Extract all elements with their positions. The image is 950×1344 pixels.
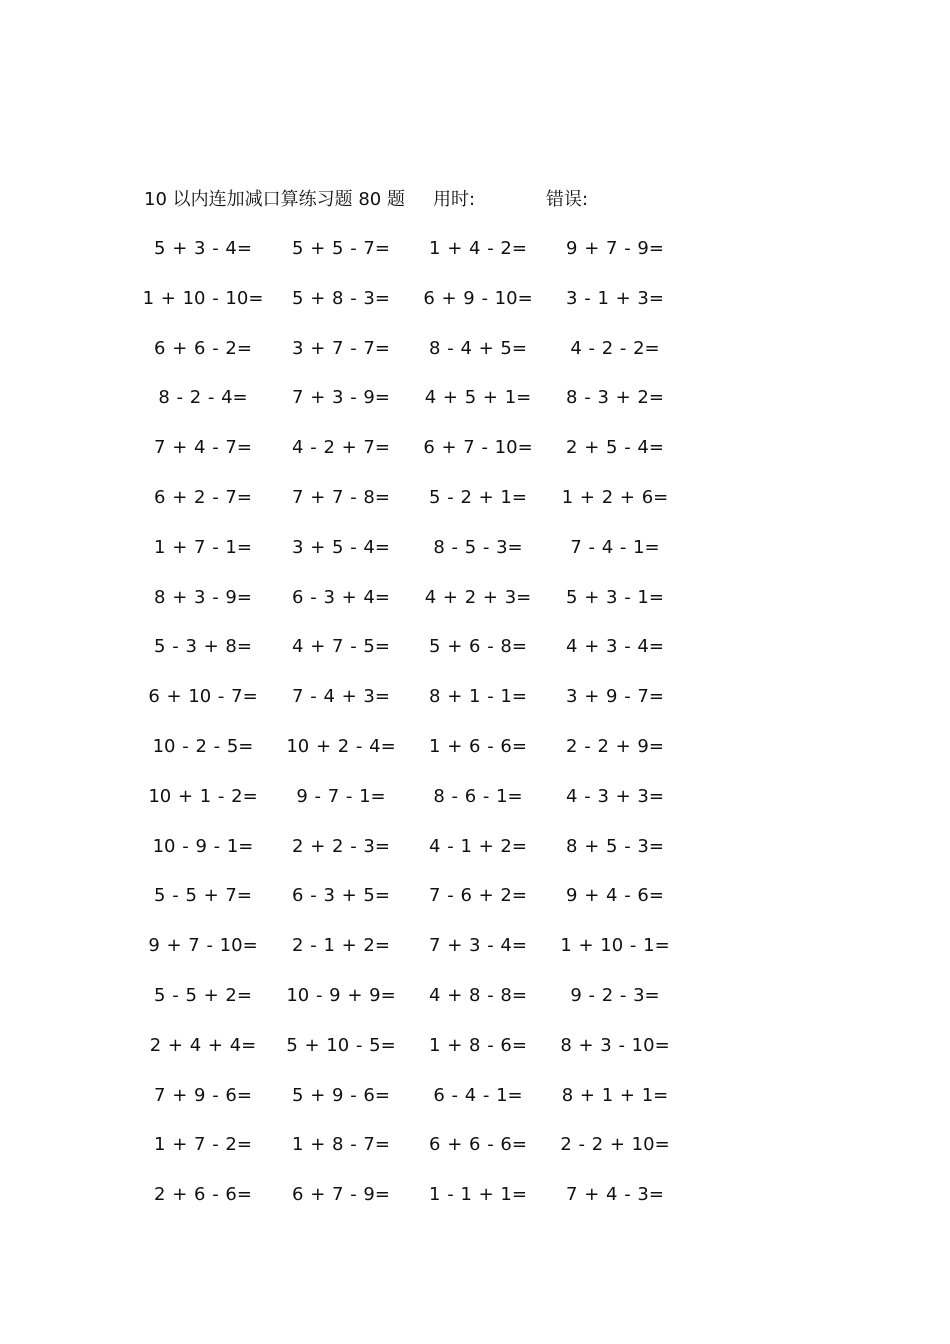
problem-item: 4 + 8 - 8= (429, 984, 527, 1006)
problem-row (0, 284, 950, 334)
problem-item: 8 - 4 + 5= (429, 337, 527, 359)
problem-row (0, 632, 950, 682)
problem-item: 7 + 9 - 6= (154, 1084, 252, 1106)
problem-item: 3 - 1 + 3= (566, 287, 664, 309)
problem-item: 6 - 4 - 1= (433, 1084, 523, 1106)
problem-item: 4 + 7 - 5= (292, 636, 390, 658)
problem-item: 1 + 2 + 6= (561, 486, 669, 508)
problem-row (0, 1081, 950, 1131)
problem-item: 7 + 3 - 9= (292, 387, 390, 409)
worksheet-title: 10 以内连加减口算练习题 80 题 (144, 189, 405, 210)
problem-row (0, 931, 950, 981)
problem-row (0, 483, 950, 533)
problem-row (0, 533, 950, 583)
problem-item: 7 - 6 + 2= (429, 885, 527, 907)
problem-item: 8 + 5 - 3= (566, 835, 664, 857)
problem-item: 6 + 7 - 9= (292, 1184, 390, 1206)
problem-item: 4 + 3 - 4= (566, 636, 664, 658)
problem-item: 5 + 3 - 1= (566, 586, 664, 608)
problem-row (0, 1031, 950, 1081)
problem-item: 2 + 5 - 4= (566, 437, 664, 459)
problem-item: 6 + 10 - 7= (148, 686, 258, 708)
problem-item: 6 + 9 - 10= (423, 287, 533, 309)
problem-item: 3 + 7 - 7= (292, 337, 390, 359)
problem-item: 2 + 4 + 4= (149, 1034, 257, 1056)
problem-item: 8 - 6 - 1= (433, 785, 523, 807)
problem-item: 5 + 5 - 7= (292, 238, 390, 259)
problem-item: 10 + 2 - 4= (286, 735, 396, 757)
problem-item: 4 + 2 + 3= (424, 586, 532, 608)
problem-item: 7 + 3 - 4= (429, 935, 527, 957)
problem-item: 10 - 9 + 9= (286, 984, 396, 1006)
problem-item: 9 + 4 - 6= (566, 885, 664, 907)
problem-item: 5 - 3 + 8= (154, 636, 252, 658)
problem-row (0, 433, 950, 483)
problem-item: 2 + 6 - 6= (154, 1184, 252, 1206)
time-used-label: 用时: (433, 189, 476, 210)
problem-row (0, 234, 950, 284)
problem-item: 10 + 1 - 2= (148, 785, 258, 807)
problem-item: 2 - 2 + 10= (560, 1134, 670, 1156)
problem-item: 7 + 4 - 3= (566, 1184, 664, 1206)
problem-item: 8 - 5 - 3= (433, 536, 523, 558)
problem-item: 6 + 6 - 2= (154, 337, 252, 359)
problem-item: 6 + 6 - 6= (429, 1134, 527, 1156)
problem-item: 9 + 7 - 10= (148, 935, 258, 957)
problem-item: 5 + 8 - 3= (292, 287, 390, 309)
problem-item: 8 + 1 + 1= (561, 1084, 669, 1106)
problem-item: 5 - 5 + 2= (154, 984, 252, 1006)
worksheet-header (144, 186, 704, 214)
problem-item: 1 + 7 - 1= (154, 536, 252, 558)
problem-item: 6 - 3 + 5= (292, 885, 390, 907)
problem-item: 2 - 1 + 2= (292, 935, 390, 957)
problem-item: 8 + 1 - 1= (429, 686, 527, 708)
problem-item: 1 + 8 - 7= (292, 1134, 390, 1156)
problem-item: 4 - 3 + 3= (566, 785, 664, 807)
problem-item: 10 - 9 - 1= (152, 835, 254, 857)
problem-item: 2 - 2 + 9= (566, 735, 664, 757)
problem-item: 3 + 9 - 7= (566, 686, 664, 708)
problem-row (0, 832, 950, 882)
problem-row (0, 732, 950, 782)
problem-row (0, 881, 950, 931)
problem-item: 9 - 2 - 3= (570, 984, 660, 1006)
problem-item: 7 + 7 - 8= (292, 486, 390, 508)
problem-item: 8 - 3 + 2= (566, 387, 664, 409)
problem-item: 6 - 3 + 4= (292, 586, 390, 608)
problem-item: 5 + 9 - 6= (292, 1084, 390, 1106)
problem-item: 1 - 1 + 1= (429, 1184, 527, 1206)
problem-item: 1 + 8 - 6= (429, 1034, 527, 1056)
problem-item: 6 + 7 - 10= (423, 437, 533, 459)
problem-item: 4 - 2 - 2= (570, 337, 660, 359)
problem-item: 9 - 7 - 1= (296, 785, 386, 807)
problem-row (0, 583, 950, 633)
problem-item: 5 - 5 + 7= (154, 885, 252, 907)
problem-row (0, 1180, 950, 1230)
problem-row (0, 383, 950, 433)
problem-item: 4 - 1 + 2= (429, 835, 527, 857)
errors-label: 错误: (546, 189, 589, 210)
problem-item: 3 + 5 - 4= (292, 536, 390, 558)
problem-item: 5 + 3 - 4= (154, 238, 252, 259)
problem-row (0, 334, 950, 384)
problem-item: 6 + 2 - 7= (154, 486, 252, 508)
problem-item: 5 - 2 + 1= (429, 486, 527, 508)
problem-item: 1 + 10 - 1= (560, 935, 670, 957)
problem-item: 1 + 7 - 2= (154, 1134, 252, 1156)
problem-item: 7 - 4 - 1= (570, 536, 660, 558)
problem-item: 1 + 4 - 2= (429, 238, 527, 259)
problem-row (0, 782, 950, 832)
problem-item: 7 + 4 - 7= (154, 437, 252, 459)
problem-item: 5 + 10 - 5= (286, 1034, 396, 1056)
problem-row (0, 1130, 950, 1180)
problem-item: 4 + 5 + 1= (424, 387, 532, 409)
problem-item: 5 + 6 - 8= (429, 636, 527, 658)
problem-item: 4 - 2 + 7= (292, 437, 390, 459)
problem-item: 1 + 6 - 6= (429, 735, 527, 757)
problem-item: 10 - 2 - 5= (152, 735, 254, 757)
problem-item: 8 + 3 - 9= (154, 586, 252, 608)
problem-row (0, 981, 950, 1031)
problem-grid (0, 234, 950, 1230)
problem-item: 7 - 4 + 3= (292, 686, 390, 708)
problem-item: 8 - 2 - 4= (158, 387, 248, 409)
problem-row (0, 682, 950, 732)
problem-item: 1 + 10 - 10= (142, 287, 264, 309)
problem-item: 2 + 2 - 3= (292, 835, 390, 857)
problem-item: 9 + 7 - 9= (566, 238, 664, 259)
problem-item: 8 + 3 - 10= (560, 1034, 670, 1056)
